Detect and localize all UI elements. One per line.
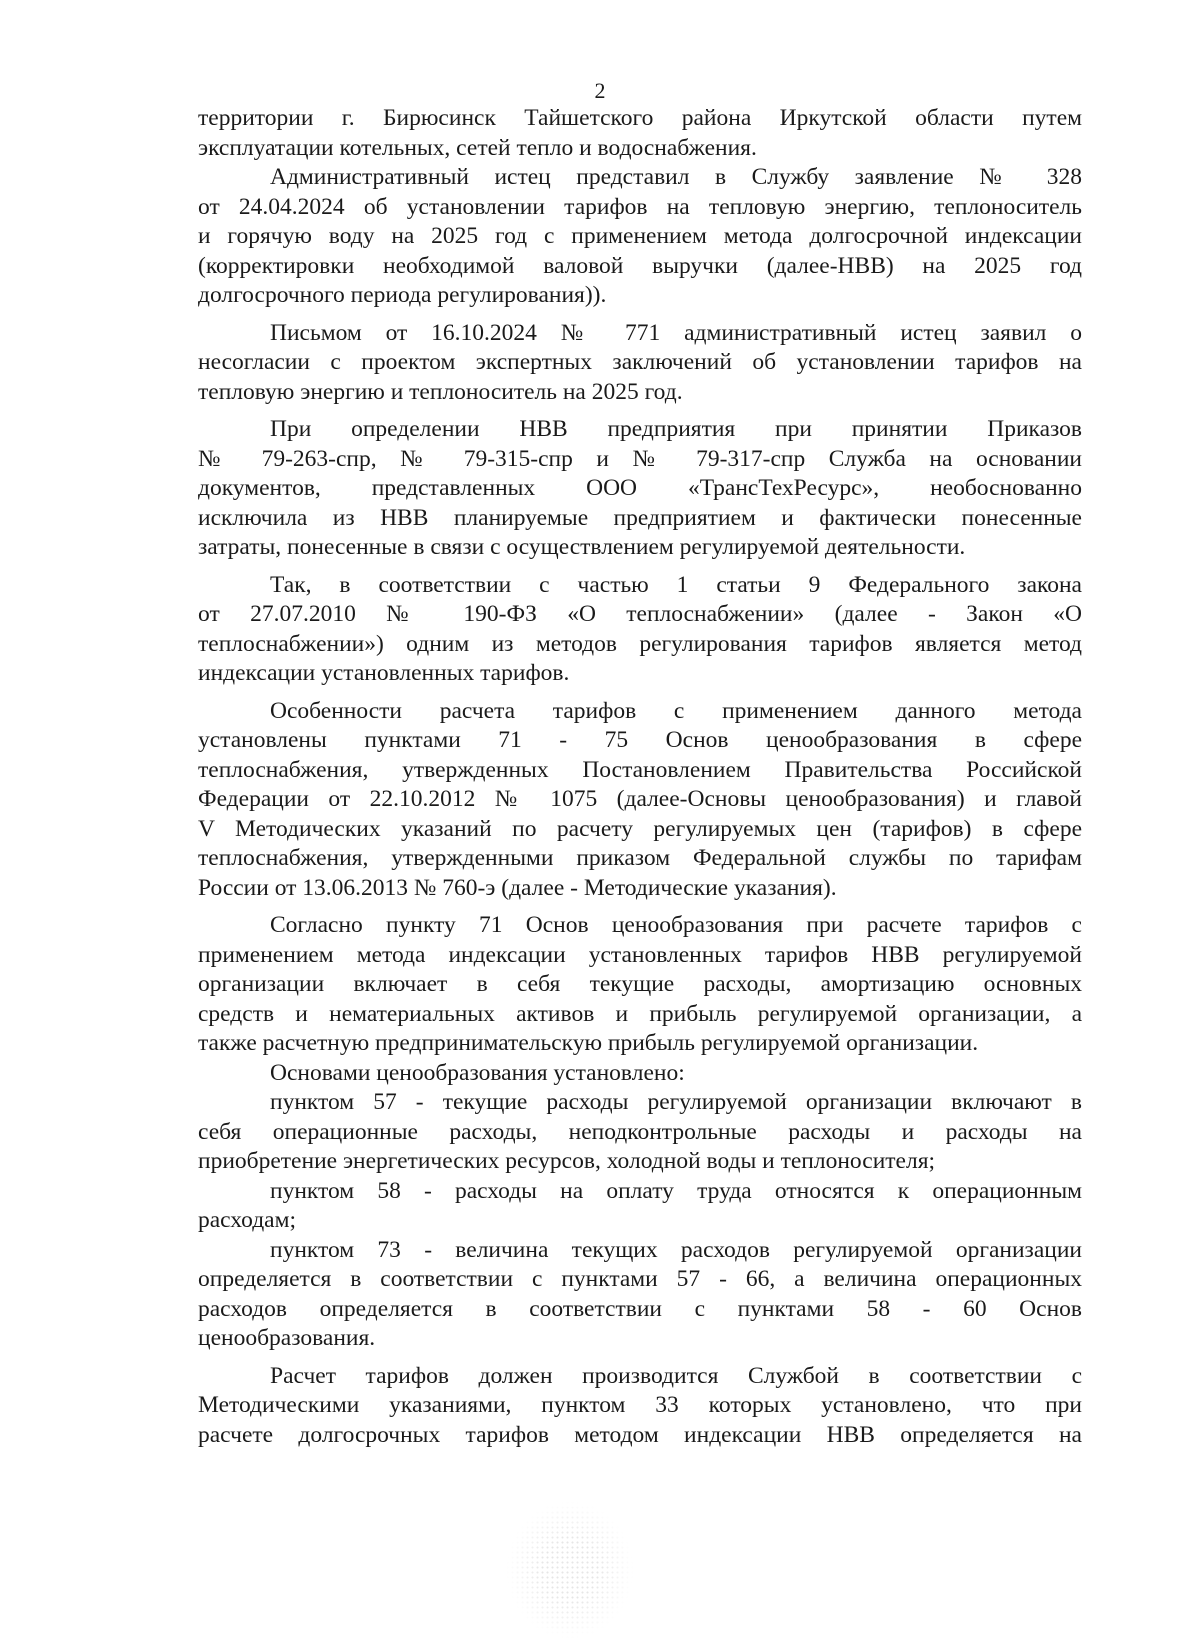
text-line: Федерации от 22.10.2012 № 1075 (далее-Основы ценообразования) и главой: [198, 786, 1082, 812]
page-number: 2: [594, 78, 606, 103]
text-line: тепловую энергию и теплоноситель на 2025 год.: [198, 378, 683, 405]
text-line: пунктом 58 - расходы на оплату труда относятся к операционным: [270, 1177, 1082, 1204]
text-line: документов, представленных ООО «ТрансТехРесурс», необоснованно: [198, 475, 1082, 501]
text-line: исключила из НВВ планируемые предприятием и фактически понесенные: [198, 504, 1082, 531]
text-line: пунктом 73 - величина текущих расходов регулируемой организации: [270, 1236, 1082, 1263]
text-line: средств и нематериальных активов и прибыль регулируемой организации, а: [198, 1000, 1082, 1027]
document-body: [198, 104, 1082, 1450]
text-line: территории г. Бирюсинск Тайшетского района Иркутской области путем: [198, 105, 1082, 131]
text-line: расходам;: [198, 1207, 297, 1233]
text-line: установлены пунктами 71 - 75 Основ ценообразования в сфере: [198, 727, 1082, 753]
text-line: Административный истец представил в Службу заявление № 328: [270, 164, 1082, 190]
text-line: ценообразования.: [198, 1325, 376, 1351]
text-line: V Методических указаний по расчету регулируемых цен (тарифов) в сфере: [198, 815, 1082, 842]
text-line: несогласии с проектом экспертных заключений об установлении тарифов на: [198, 349, 1082, 375]
text-line: также расчетную предпринимательскую прибыль регулируемой организации.: [198, 1030, 979, 1056]
text-line: применением метода индексации установленных тарифов НВВ регулируемой: [198, 941, 1082, 968]
text-line: индексации установленных тарифов.: [198, 660, 570, 686]
text-line: от 27.07.2010 № 190-ФЗ «О теплоснабжении» (далее - Закон «О: [198, 601, 1082, 627]
text-line: и горячую воду на 2025 год с применением метода долгосрочной индексации: [198, 223, 1082, 249]
text-line: № 79-263-спр, № 79-315-спр и № 79-317-спр Служба на основании: [198, 445, 1082, 472]
text-line: эксплуатации котельных, сетей тепло и водоснабжения.: [198, 134, 757, 161]
text-line: Основами ценообразования установлено:: [270, 1059, 685, 1086]
text-line: Методическими указаниями, пунктом 33 которых установлено, что при: [198, 1392, 1082, 1418]
text-line: (корректировки необходимой валовой выручки (далее-НВВ) на 2025 год: [198, 252, 1082, 279]
text-line: расходов определяется в соответствии с пунктами 58 - 60 Основ: [198, 1295, 1082, 1322]
text-line: теплоснабжения, утвержденных Постановлением Правительства Российской: [198, 756, 1082, 783]
text-line: пунктом 57 - текущие расходы регулируемой организации включают в: [270, 1089, 1082, 1115]
text-line: Особенности расчета тарифов с применением данного метода: [270, 697, 1082, 724]
text-line: теплоснабжения, утвержденными приказом Федеральной службы по тарифам: [198, 845, 1082, 871]
text-line: организации включает в себя текущие расходы, амортизацию основных: [198, 971, 1082, 997]
text-line: от 24.04.2024 об установлении тарифов на тепловую энергию, теплоноситель: [198, 193, 1082, 220]
text-line: России от 13.06.2013 № 760-э (далее - Методические указания).: [198, 874, 837, 901]
scan-stamp-mark: [505, 1500, 635, 1640]
text-line: Письмом от 16.10.2024 № 771 административный истец заявил о: [270, 319, 1082, 346]
text-line: долгосрочного периода регулирования)).: [198, 282, 607, 308]
text-line: Расчет тарифов должен производится Службой в соответствии с: [270, 1362, 1082, 1389]
text-line: определяется в соответствии с пунктами 57 - 66, а величина операционных: [198, 1266, 1082, 1292]
text-line: себя операционные расходы, неподконтрольные расходы и расходы на: [198, 1118, 1082, 1145]
text-line: Согласно пункту 71 Основ ценообразования при расчете тарифов с: [270, 912, 1082, 938]
text-line: теплоснабжении») одним из методов регулирования тарифов является метод: [198, 630, 1082, 657]
text-line: Так, в соответствии с частью 1 статьи 9 Федерального закона: [270, 571, 1082, 598]
text-line: расчете долгосрочных тарифов методом индексации НВВ определяется на: [198, 1421, 1082, 1448]
text-line: приобретение энергетических ресурсов, холодной воды и теплоносителя;: [198, 1148, 936, 1174]
text-line: При определении НВВ предприятия при принятии Приказов: [270, 416, 1082, 442]
text-line: затраты, понесенные в связи с осуществлением регулируемой деятельности.: [198, 534, 966, 560]
